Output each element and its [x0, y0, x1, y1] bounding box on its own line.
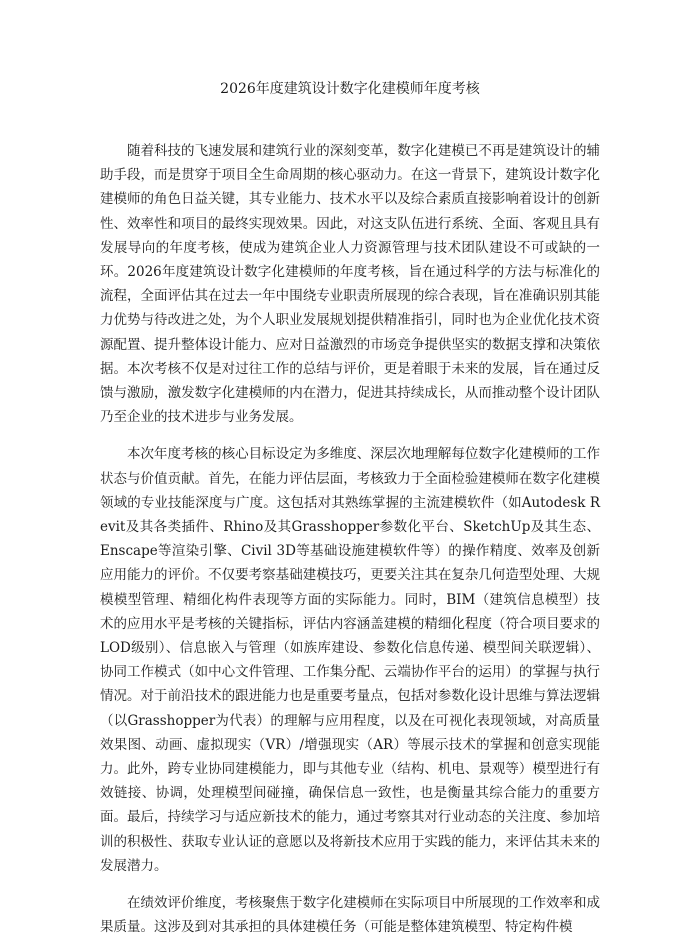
document-title: 2026年度建筑设计数字化建模师年度考核 [220, 81, 480, 97]
paragraph-objectives: 本次年度考核的核心目标设定为多维度、深层次地理解每位数字化建模师的工作状态与价值贡献。首先，在能力评估层面，考核致力于全面检验建模师在数字化建模领域的专业技能深度与广度。这包括对其熟练掌握的主流建模软件（如Autodesk Revit及其各类插件、Rhino及其Grasshopper参数化平台、SketchUp及其生态、Enscape等渲染引擎、Civil 3D等基础设施建模软件等）的操作精度、效率及创新应用能力的评价。不仅要考察基础建模技巧，更要关注其在复杂几何造型处理、大规模模型管理、精细化构件表现等方面的实际能力。同时，BIM（建筑信息模型）技术的应用水平是考核的关键指标，评估内容涵盖建模的精细化程度（符合项目要求的LOD级别）、信息嵌入与管理（如族库建设、参数化信息传递、模型间关联逻辑）、协同工作模式（如中心文件管理、工作集分配、云端协作平台的运用）的掌握与执行情况。对于前沿技术的跟进能力也是重要考量点，包括对参数化设计思维与算法逻辑（以Grasshopper为代表）的理解与应用程度，以及在可视化表现领域，对高质量效果图、动画、虚拟现实（VR）/增强现实（AR）等展示技术的掌握和创意实现能力。此外，跨专业协同建模能力，即与其他专业（结构、机电、景观等）模型进行有效链接、协调，处理模型间碰撞，确保信息一致性，也是衡量其综合能力的重要方面。最后，持续学习与适应新技术的能力，通过考察其对行业动态的关注度、参加培训的积极性、获取专业认证的意愿以及将新技术应用于实践的能力，来评估其未来的发展潜力。 [100, 446, 600, 874]
paragraph-intro: 随着科技的飞速发展和建筑行业的深刻变革，数字化建模已不再是建筑设计的辅助手段，而是贯穿于项目全生命周期的核心驱动力。在这一背景下，建筑设计数字化建模师的角色日益关键，其专业能力、技术水平以及综合素质直接影响着设计的创新性、效率性和项目的最终实现效果。因此，对这支队伍进行系统、全面、客观且具有发展导向的年度考核，使成为建筑企业人力资源管理与技术团队建设不可或缺的一环。2026年度建筑设计数字化建模师的年度考核，旨在通过科学的方法与标准化的流程，全面评估其在过去一年中围绕专业职责所展现的综合表现，旨在准确识别其能力优势与待改进之处，为个人职业发展规划提供精准指引，同时也为企业优化技术资源配置、提升整体设计能力、应对日益激烈的市场竞争提供坚实的数据支撑和决策依据。本次考核不仅是对过往工作的总结与评价，更是着眼于未来的发展，旨在通过反馈与激励，激发数字化建模师的内在潜力，促进其持续成长，从而推动整个设计团队乃至企业的技术进步与业务发展。 [100, 143, 600, 426]
paragraph-performance: 在绩效评价维度，考核聚焦于数字化建模师在实际项目中所展现的工作效率和成果质量。这涉及到对其承担的具体建模任务（可能是整体建筑模型、特定构件模 [100, 895, 600, 936]
